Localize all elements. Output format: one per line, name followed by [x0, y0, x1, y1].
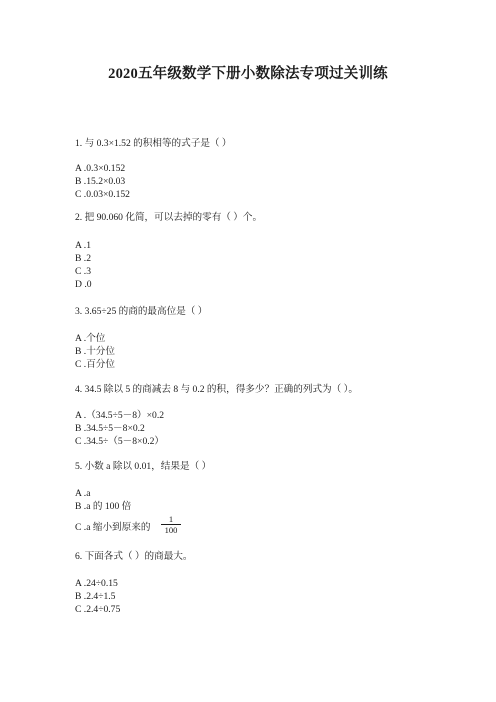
fraction-denominator: 100 [164, 525, 178, 535]
question-3-stem: 3. 3.65÷25 的商的最高位是（ ） [75, 306, 208, 317]
question-1-option-c: C .0.03×0.152 [75, 189, 130, 200]
question-5-stem: 5. 小数 a 除以 0.01，结果是（ ） [75, 461, 212, 472]
question-2-option-a: A .1 [75, 240, 91, 251]
question-1-option-a: A .0.3×0.152 [75, 163, 126, 174]
question-3-option-b: B .十分位 [75, 346, 115, 357]
question-4-option-c: C .34.5÷（5－8×0.2） [75, 436, 165, 447]
question-1-stem: 1. 与 0.3×1.52 的积相等的式子是（ ） [75, 138, 232, 149]
question-2-option-d: D .0 [75, 279, 92, 290]
question-1-option-b: B .15.2×0.03 [75, 176, 126, 187]
question-4-option-b: B .34.5÷5－8×0.2 [75, 423, 145, 434]
fraction-one-hundredth [160, 514, 182, 535]
question-5-option-c: C .a 缩小到原来的 [75, 522, 151, 533]
question-3-option-a: A .个位 [75, 333, 106, 344]
question-6-option-a: A .24÷0.15 [75, 578, 118, 589]
fraction-numerator: 1 [168, 514, 174, 524]
question-4-option-a: A .（34.5÷5－8）×0.2 [75, 410, 165, 421]
question-4-stem: 4. 34.5 除以 5 的商减去 8 与 0.2 的积，得多少？正确的列式为（ ）。 [75, 384, 359, 395]
question-5-option-a: A .a [75, 488, 91, 499]
page-title: 2020五年级数学下册小数除法专项过关训练 [108, 66, 388, 82]
question-2-option-b: B .2 [75, 253, 91, 264]
question-2-option-c: C .3 [75, 266, 91, 277]
question-3-option-c: C .百分位 [75, 359, 115, 370]
question-6-option-c: C .2.4÷0.75 [75, 604, 121, 615]
question-6-stem: 6. 下面各式（ ）的商最大。 [75, 551, 193, 562]
question-2-stem: 2. 把 90.060 化简，可以去掉的零有（ ）个。 [75, 212, 263, 223]
question-5-option-b: B .a 的 100 倍 [75, 501, 132, 512]
question-6-option-b: B .2.4÷1.5 [75, 591, 116, 602]
